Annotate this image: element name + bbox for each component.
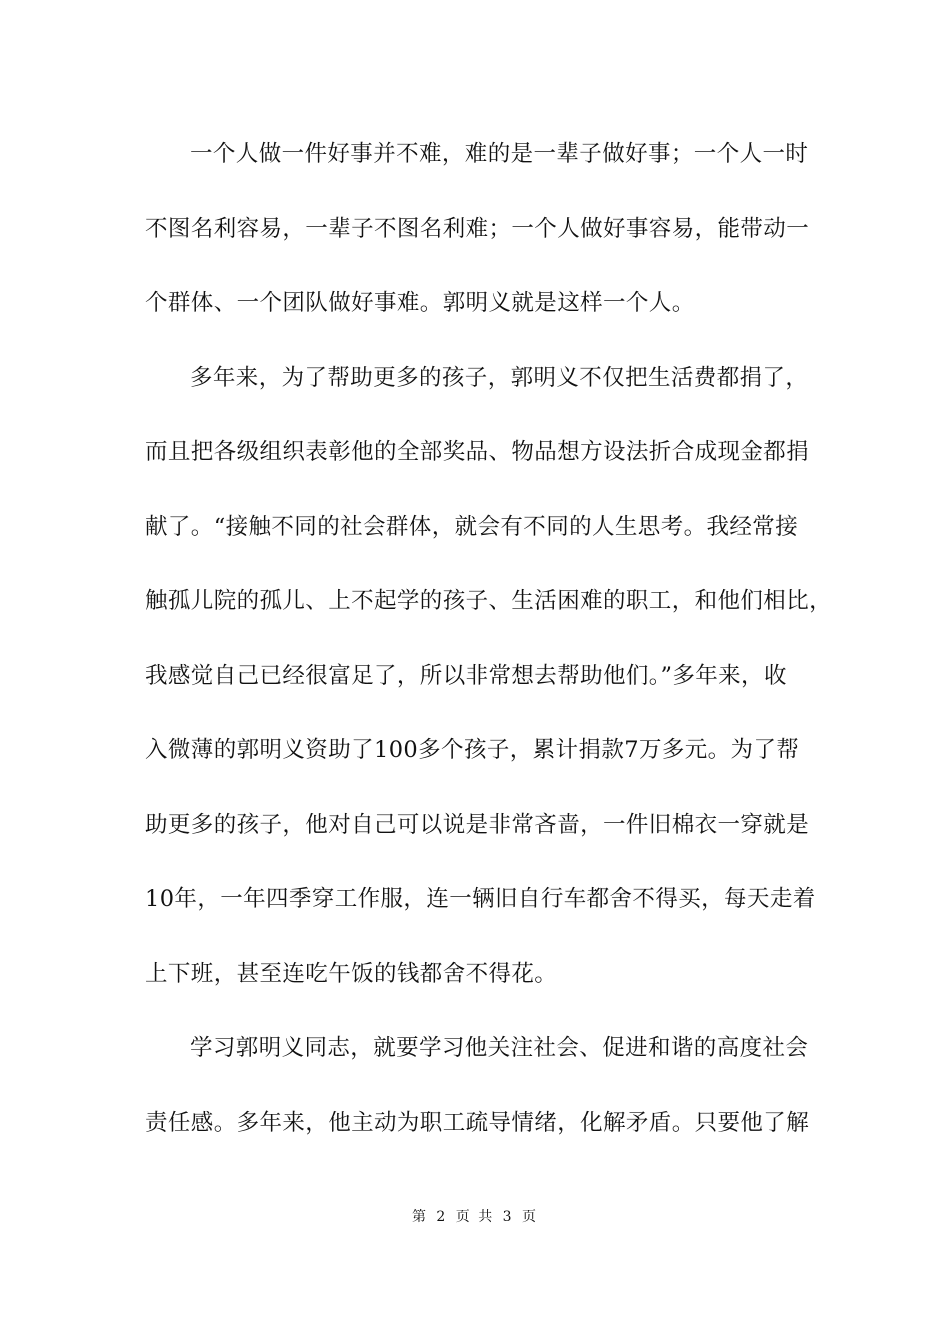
paragraph-line: 责任感。多年来，他主动为职工疏导情绪，化解矛盾。只要他了解: [145, 1109, 810, 1136]
page-footer: [0, 1207, 950, 1227]
paragraph-line: 我感觉自己已经很富足了，所以非常想去帮助他们。”多年来，收: [145, 662, 787, 689]
paragraph-line: 一个人做一件好事并不难，难的是一辈子做好事；一个人一时: [190, 141, 809, 167]
paragraph-2: [145, 356, 833, 1027]
page-label-suffix: 页: [522, 1209, 539, 1225]
paragraph-line: 触孤儿院的孤儿、上不起学的孩子、生活困难的职工，和他们相比，: [145, 588, 833, 614]
paragraph-line: 入微薄的郭明义资助了100多个孩子，累计捐款7万多元。为了帮: [145, 737, 800, 763]
paragraph-line: 上下班，甚至连吃午饭的钱都舍不得花。: [145, 960, 558, 987]
total-pages-number: 3: [502, 1209, 514, 1225]
page-label-middle: 页 共: [455, 1209, 495, 1225]
paragraph-3: [145, 1026, 810, 1175]
paragraph-line: 10年，一年四季穿工作服，连一辆旧自行车都舍不得买，每天走着: [145, 886, 816, 912]
paragraph-line: 多年来，为了帮助更多的孩子，郭明义不仅把生活费都捐了，: [190, 364, 809, 391]
paragraph-line: 个群体、一个团队做好事难。郭明义就是这样一个人。: [145, 290, 695, 316]
body-text: [145, 132, 833, 1175]
page-label-prefix: 第: [411, 1209, 428, 1225]
paragraph-line: 不图名利容易，一辈子不图名利难；一个人做好事容易，能带动一: [145, 215, 810, 242]
current-page-number: 2: [436, 1209, 448, 1225]
paragraph-1: [145, 132, 810, 356]
paragraph-line: 学习郭明义同志，就要学习他关注社会、促进和谐的高度社会: [190, 1035, 809, 1061]
paragraph-line: 献了。“接触不同的社会群体，就会有不同的人生思考。我经常接: [145, 513, 799, 540]
paragraph-line: 助更多的孩子，他对自己可以说是非常吝啬，一件旧棉衣一穿就是: [145, 811, 810, 838]
paragraph-line: 而且把各级组织表彰他的全部奖品、物品想方设法折合成现金都捐: [145, 439, 810, 465]
